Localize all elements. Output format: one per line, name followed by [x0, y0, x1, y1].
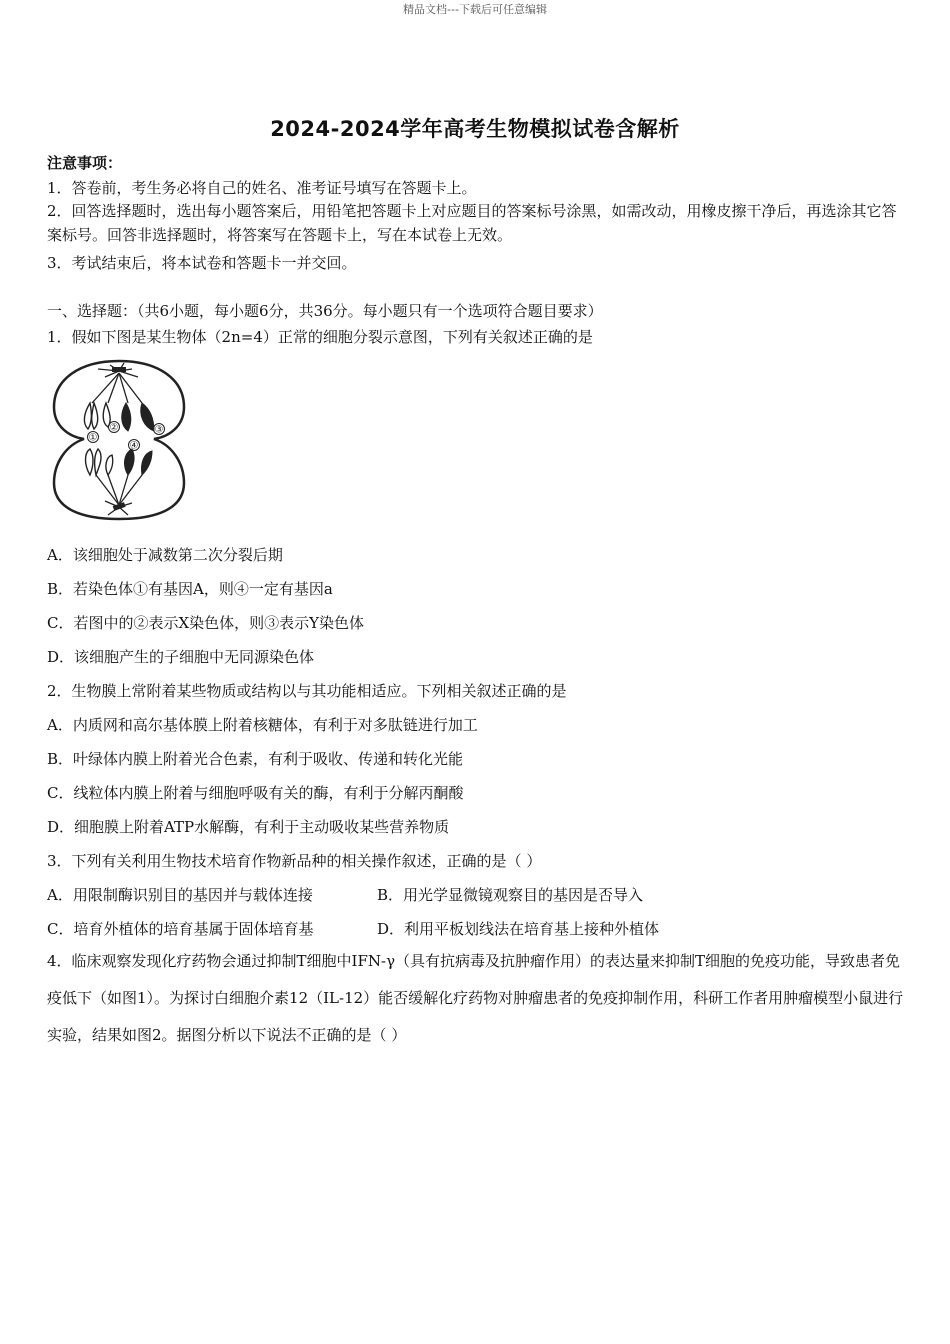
question-3-option-d: D．利用平板划线法在培育基上接种外植体 [377, 920, 660, 938]
section-heading: 一、选择题：（共6小题，每小题6分，共36分。每小题只有一个选项符合题目要求） [47, 302, 603, 320]
question-2-option-b: B．叶绿体内膜上附着光合色素，有利于吸收、传递和转化光能 [47, 750, 464, 768]
notice-heading: 注意事项： [47, 154, 123, 172]
cell-division-diagram [50, 357, 188, 522]
question-3-option-a: A．用限制酶识别目的基因并与载体连接 [47, 886, 313, 904]
question-1-option-a: A．该细胞处于减数第二次分裂后期 [47, 546, 283, 564]
label-chromosome-4: ④ [129, 440, 139, 452]
notice-item-3: 3．考试结束后，将本试卷和答题卡一并交回。 [47, 254, 357, 272]
question-3-stem: 3．下列有关利用生物技术培育作物新品种的相关操作叙述，正确的是（ ） [47, 852, 542, 870]
question-2-option-c: C．线粒体内膜上附着与细胞呼吸有关的酶，有利于分解丙酮酸 [47, 784, 464, 802]
notice-item-1: 1．答卷前，考生务必将自己的姓名、准考证号填写在答题卡上。 [47, 179, 477, 197]
label-chromosome-2: ② [109, 422, 119, 434]
question-3-option-c: C．培育外植体的培育基属于固体培育基 [47, 920, 314, 938]
question-1-option-c: C．若图中的②表示X染色体，则③表示Y染色体 [47, 614, 365, 632]
question-4-stem: 4．临床观察发现化疗药物会通过抑制T细胞中IFN-γ（具有抗病毒及抗肿瘤作用）的表达量来抑制T细胞的免疫功能，导致患者免疫低下（如图1）。为探讨白细胞介素12（IL-12）能否缓解化疗药物对肿瘤患者的免疫抑制作用，科研工作者用肿瘤模型小鼠进行实验，结果如图2。据图分析以下说法不正确的是（ ） [47, 952, 904, 1044]
page-title: 2024-2024学年高考生物模拟试卷含解析 [270, 117, 680, 141]
question-1-stem: 1．假如下图是某生物体（2n=4）正常的细胞分裂示意图，下列有关叙述正确的是 [47, 328, 593, 346]
label-chromosome-1: ① [88, 432, 98, 444]
question-3-option-b: B．用光学显微镜观察目的基因是否导入 [377, 886, 644, 904]
question-2-option-a: A．内质网和高尔基体膜上附着核糖体，有利于对多肽链进行加工 [47, 716, 478, 734]
question-1-option-d: D．该细胞产生的子细胞中无同源染色体 [47, 648, 315, 666]
question-2-option-d: D．细胞膜上附着ATP水解酶，有利于主动吸收某些营养物质 [47, 818, 450, 836]
label-chromosome-3: ③ [154, 424, 164, 436]
notice-item-2: 2．回答选择题时，选出每小题答案后，用铅笔把答题卡上对应题目的答案标号涂黑，如需改动，用橡皮擦干净后，再选涂其它答案标号。回答非选择题时，将答案写在答题卡上，写在本试卷上无效。 [47, 202, 897, 244]
question-1-option-b: B．若染色体①有基因A，则④一定有基因a [47, 580, 333, 598]
page-header: 精品文档---下载后可任意编辑 [403, 3, 547, 16]
question-2-stem: 2．生物膜上常附着某些物质或结构以与其功能相适应。下列相关叙述正确的是 [47, 682, 567, 700]
